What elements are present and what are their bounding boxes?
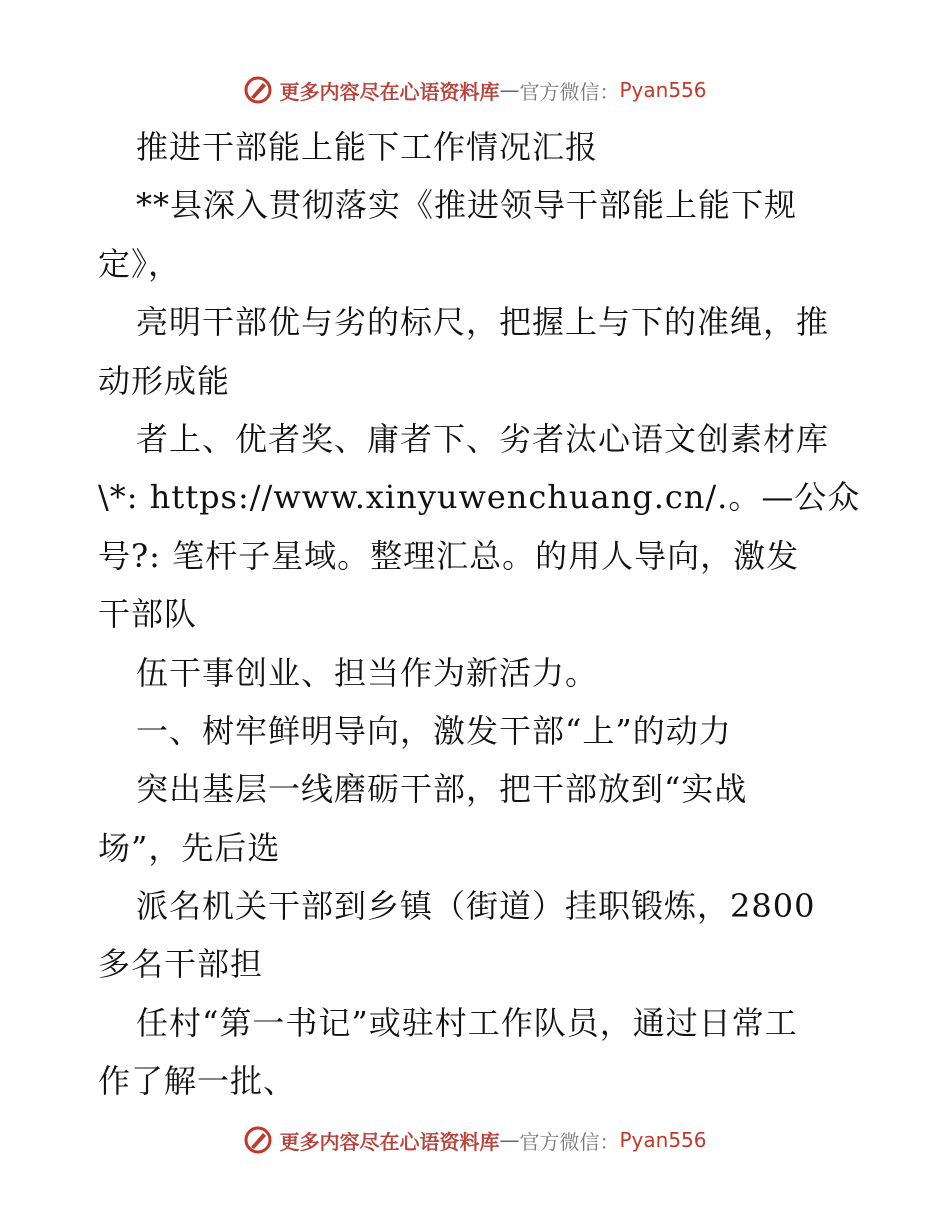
doc-line: 亮明干部优与劣的标尺，把握上与下的准绳，推: [136, 303, 830, 342]
doc-line: 伍干事创业、担当作为新活力。: [136, 653, 599, 692]
watermark-wechat-id: Pyan556: [619, 1128, 707, 1152]
watermark-wechat-id: Pyan556: [619, 78, 707, 102]
document-body: [98, 118, 861, 1111]
doc-line: 任村“第一书记”或驻村工作队员，通过日常工: [136, 1003, 798, 1042]
watermark-label: 官方微信：: [519, 1129, 620, 1154]
watermark-separator: —: [499, 78, 520, 102]
watermark-site: 更多内容尽在心语资料库: [279, 79, 500, 104]
doc-line: 者上、优者奖、庸者下、劣者汰心语文创素材库: [136, 419, 830, 458]
doc-line: 号?: 笔杆子星域。整理汇总。的用人导向，激发: [98, 536, 800, 575]
watermark-label: 官方微信：: [519, 79, 620, 104]
doc-line-title: 推进干部能上能下工作情况汇报: [136, 128, 599, 166]
pen-logo-icon: [243, 75, 273, 105]
watermark-separator: —: [499, 1128, 520, 1152]
pen-logo-icon: [243, 1125, 273, 1155]
doc-line: 突出基层一线磨砺干部，把干部放到“实战: [136, 770, 748, 809]
doc-line: 多名干部担: [98, 945, 264, 984]
doc-line: 定》，: [98, 244, 182, 283]
watermark-site: 更多内容尽在心语资料库: [279, 1129, 500, 1154]
doc-line-heading: 一、树牢鲜明导向，激发干部“上”的动力: [136, 711, 732, 750]
doc-line: 场”，先后选: [98, 828, 281, 867]
header-watermark: [0, 70, 950, 110]
doc-line: 派名机关干部到乡镇（街道）挂职锻炼，2800: [136, 887, 816, 926]
doc-line: 动形成能: [98, 361, 231, 400]
doc-line: \*: https://www.xinyuwenchuang.cn/.。—公众: [98, 478, 861, 517]
doc-line: **县深入贯彻落实《推进领导干部能上能下规: [136, 186, 798, 225]
footer-watermark: [0, 1120, 950, 1160]
doc-line: 干部队: [98, 595, 198, 634]
doc-line: 作了解一批、: [98, 1062, 297, 1101]
